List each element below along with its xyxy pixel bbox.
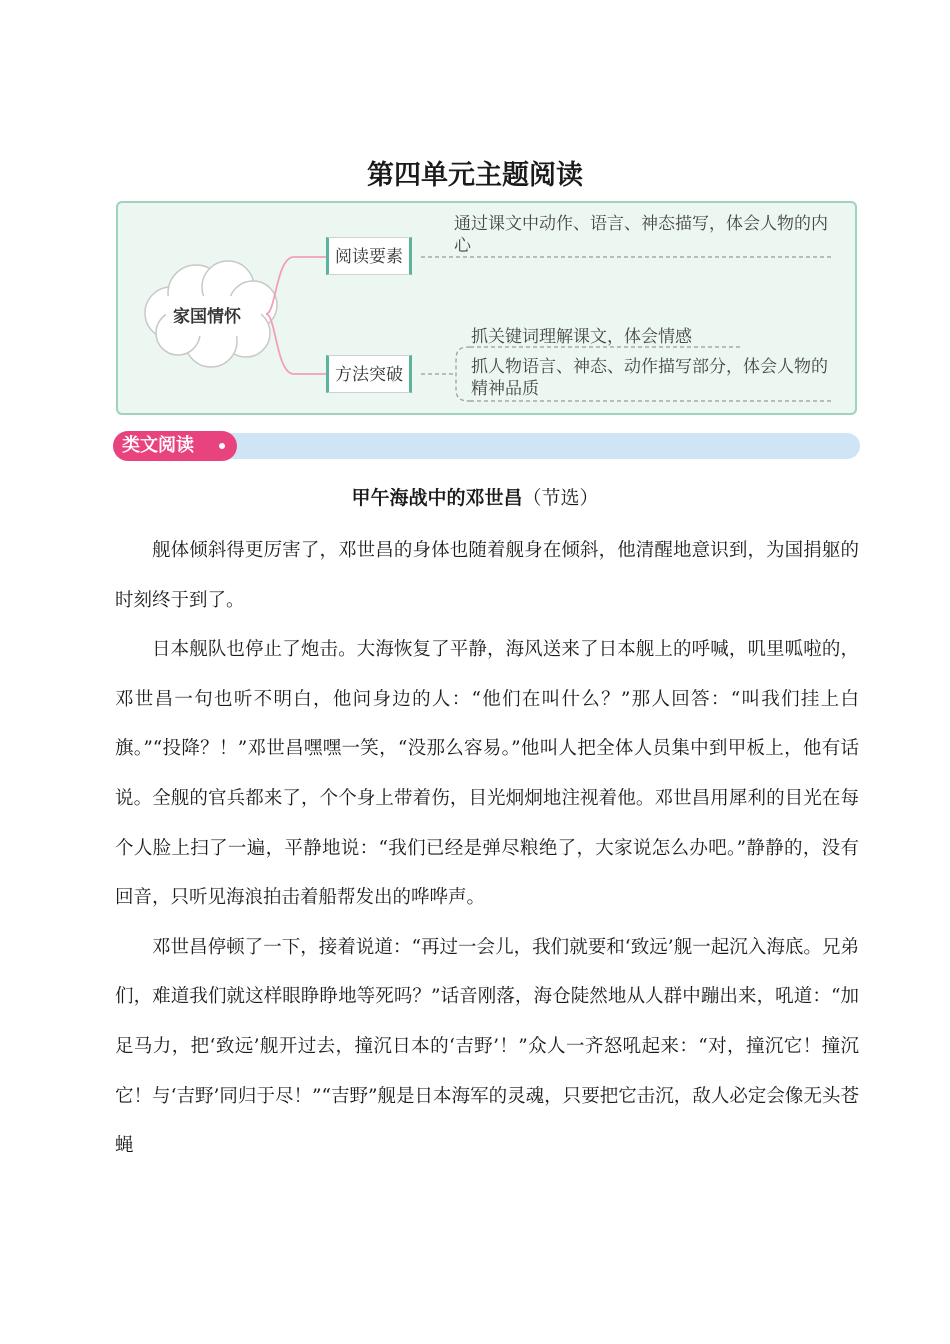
mindmap-center: 家国情怀 [173, 307, 241, 327]
section-banner-tag: 类文阅读 [113, 431, 237, 461]
mindmap-leaf-method-2: 抓人物语言、神态、动作描写部分，体会人物的精神品质 [471, 357, 828, 399]
mindmap-leaf-reading: 通过课文中动作、语言、神态描写，体会人物的内心 [454, 214, 828, 256]
mindmap-leaf-method-1: 抓关键词理解课文，体会情感 [471, 327, 692, 347]
article-body [115, 526, 859, 1171]
article-title [0, 483, 950, 510]
banner-dot-icon [219, 443, 225, 449]
article-paragraph-3: 邓世昌停顿了一下，接着说道：“再过一会儿，我们就要和‘致远’舰一起沉入海底。兄弟们，难道我们就这样眼睁睁地等死吗？”话音刚落，海仓陡然地从人群中蹦出来，吼道：“加足马力，把‘致远’舰开过去，撞沉日本的‘吉野’！”众人一齐怒吼起来：“对，撞沉它！撞沉它！与‘吉野’同归于尽！”“吉野”舰是日本海军的灵魂，只要把它击沉，敌人必定会像无头苍蝇 [115, 936, 859, 1157]
article-paragraph-1: 舰体倾斜得更厉害了，邓世昌的身体也随着舰身在倾斜，他清醒地意识到，为国捐躯的时刻终于到了。 [115, 540, 859, 611]
article-paragraph-2: 日本舰队也停止了炮击。大海恢复了平静，海风送来了日本舰上的呼喊，叽里呱啦的，邓世昌一句也听不明白，他问身边的人：“他们在叫什么？”那人回答：“叫我们挂上白旗。”“投降？！”邓世昌嘿嘿一笑，“没那么容易。”他叫人把全体人员集中到甲板上，他有话说。全舰的官兵都来了，个个身上带着伤，目光炯炯地注视着他。邓世昌用犀利的目光在每个人脸上扫了一遍，平静地说：“我们已经是弹尽粮绝了，大家说怎么办吧。”静静的，没有回音，只听见海浪拍击着船帮发出的哗哗声。 [115, 639, 859, 909]
article-title-main: 甲午海战中的邓世昌 [351, 487, 523, 509]
mindmap-branch-reading: 阅读要素 [326, 237, 412, 275]
unit-title: 第四单元主题阅读 [367, 160, 583, 191]
mindmap-branch-method: 方法突破 [326, 355, 412, 393]
article-title-note: （节选） [522, 487, 599, 509]
